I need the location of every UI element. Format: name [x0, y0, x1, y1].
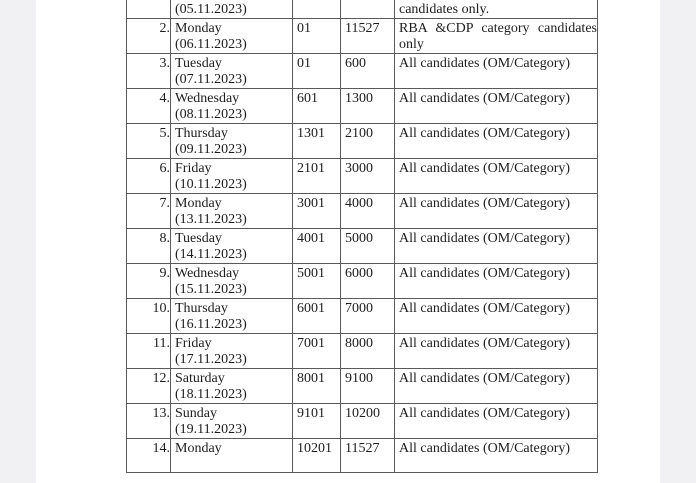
serial-number: 4.: [159, 91, 170, 106]
rank-to: 600: [345, 56, 366, 71]
remark-line-1: All candidates (OM/Category): [399, 266, 571, 281]
day-date-cell: [171, 89, 293, 124]
day-name: Wednesday: [175, 266, 240, 281]
serial-number-cell: [127, 54, 171, 89]
rank-from: 2101: [297, 161, 325, 176]
rank-to: 9100: [345, 371, 373, 386]
table-row: [127, 369, 598, 404]
rank-from: 8001: [297, 371, 325, 386]
day-date-cell: [171, 299, 293, 334]
day-date-cell: [171, 194, 293, 229]
day-date-cell: [171, 264, 293, 299]
serial-number-cell: [127, 439, 171, 473]
remarks-cell: [395, 369, 598, 404]
remarks-cell: [395, 194, 598, 229]
rank-to-cell: [341, 0, 395, 19]
serial-number: 10.: [152, 301, 170, 316]
rank-from: 5001: [297, 266, 325, 281]
rank-to-cell: [341, 19, 395, 54]
remarks-cell: [395, 439, 598, 473]
rank-to-cell: [341, 404, 395, 439]
rank-from: 01: [297, 56, 311, 71]
serial-number: 11.: [153, 336, 170, 351]
remarks-cell: [395, 54, 598, 89]
rank-from-cell: [293, 264, 341, 299]
date-text: (18.11.2023): [175, 387, 247, 402]
date-text: (10.11.2023): [175, 177, 247, 192]
remark-line-1: All candidates (OM/Category): [399, 371, 571, 386]
table-row: [127, 89, 598, 124]
date-text: (19.11.2023): [175, 422, 247, 437]
day-name: Wednesday: [175, 91, 240, 106]
table-row: [127, 54, 598, 89]
rank-to: 7000: [345, 301, 373, 316]
date-text: (17.11.2023): [175, 352, 247, 367]
rank-from-cell: [293, 334, 341, 369]
serial-number-cell: [127, 264, 171, 299]
remark-line-2: candidates only.: [399, 2, 490, 17]
rank-from: 7001: [297, 336, 325, 351]
day-date-cell: [171, 54, 293, 89]
rank-from: 9101: [297, 406, 325, 421]
rank-to-cell: [341, 229, 395, 264]
serial-number: 7.: [159, 196, 170, 211]
serial-number-cell: [127, 89, 171, 124]
remarks-cell: [395, 0, 598, 19]
rank-from: 601: [297, 91, 318, 106]
date-text: (09.11.2023): [175, 142, 247, 157]
serial-number-cell: [127, 369, 171, 404]
rank-from-cell: [293, 299, 341, 334]
remark-line-1: All candidates (OM/Category): [399, 56, 571, 71]
remarks-cell: [395, 89, 598, 124]
remarks-cell: [395, 404, 598, 439]
remark-line-1: RBA &CDP category candidates: [399, 21, 597, 36]
rank-to: 4000: [345, 196, 373, 211]
rank-from-cell: [293, 229, 341, 264]
remarks-cell: [395, 264, 598, 299]
day-date-cell: [171, 19, 293, 54]
rank-to: 10200: [345, 406, 380, 421]
day-name: Friday: [175, 161, 212, 176]
date-text: (16.11.2023): [175, 317, 247, 332]
rank-to-cell: [341, 369, 395, 404]
serial-number: 2.: [159, 21, 170, 36]
table-row: [127, 0, 598, 19]
table-row: [127, 194, 598, 229]
remark-line-1: All candidates (OM/Category): [399, 336, 571, 351]
serial-number-cell: [127, 159, 171, 194]
serial-number-cell: [127, 19, 171, 54]
remarks-cell: [395, 229, 598, 264]
rank-from-cell: [293, 89, 341, 124]
day-name: Monday: [175, 441, 222, 456]
rank-from: 6001: [297, 301, 325, 316]
serial-number: 3.: [159, 56, 170, 71]
rank-from-cell: [293, 54, 341, 89]
day-date-cell: [171, 334, 293, 369]
date-text: (14.11.2023): [175, 247, 247, 262]
day-date-cell: [171, 159, 293, 194]
remark-line-1: All candidates (OM/Category): [399, 126, 571, 141]
day-date-cell: [171, 404, 293, 439]
day-name: Monday: [175, 196, 222, 211]
day-name: Thursday: [175, 126, 228, 141]
remark-line-1: All candidates (OM/Category): [399, 161, 571, 176]
serial-number: 14.: [152, 441, 170, 456]
serial-number-cell: [127, 229, 171, 264]
serial-number: 6.: [159, 161, 170, 176]
rank-to-cell: [341, 194, 395, 229]
table-row: [127, 159, 598, 194]
day-date-cell: [171, 229, 293, 264]
day-date-cell: [171, 369, 293, 404]
remarks-cell: [395, 334, 598, 369]
rank-to-cell: [341, 159, 395, 194]
day-name: Thursday: [175, 301, 228, 316]
rank-to-cell: [341, 264, 395, 299]
day-date-cell: [171, 439, 293, 473]
table-row: [127, 299, 598, 334]
serial-number-cell: [127, 0, 171, 19]
rank-to-cell: [341, 439, 395, 473]
day-name: Tuesday: [175, 56, 222, 71]
serial-number: 13.: [152, 406, 170, 421]
rank-from: 1301: [297, 126, 325, 141]
rank-from-cell: [293, 439, 341, 473]
rank-to-cell: [341, 89, 395, 124]
rank-to-cell: [341, 299, 395, 334]
table-row: [127, 229, 598, 264]
date-text: (08.11.2023): [175, 107, 247, 122]
rank-to: 1300: [345, 91, 373, 106]
date-text: (13.11.2023): [175, 212, 247, 227]
rank-from-cell: [293, 0, 341, 19]
rank-to: 6000: [345, 266, 373, 281]
remark-line-1: All candidates (OM/Category): [399, 196, 571, 211]
serial-number: 5.: [159, 126, 170, 141]
remarks-cell: [395, 124, 598, 159]
date-text: (15.11.2023): [175, 282, 247, 297]
day-name: Sunday: [175, 406, 217, 421]
serial-number: 8.: [159, 231, 170, 246]
date-text: (05.11.2023): [175, 2, 247, 17]
rank-to: 3000: [345, 161, 373, 176]
remark-line-1: All candidates (OM/Category): [399, 91, 571, 106]
remarks-cell: [395, 299, 598, 334]
counselling-schedule-table: [126, 0, 598, 473]
rank-to: 5000: [345, 231, 373, 246]
date-text: (06.11.2023): [175, 37, 247, 52]
rank-from-cell: [293, 369, 341, 404]
table-row: [127, 439, 598, 473]
rank-to-cell: [341, 124, 395, 159]
table-body: [127, 0, 598, 473]
serial-number-cell: [127, 334, 171, 369]
table-row: [127, 334, 598, 369]
day-name: Monday: [175, 21, 222, 36]
date-text: (07.11.2023): [175, 72, 247, 87]
remark-line-1: All candidates (OM/Category): [399, 231, 571, 246]
document-page: [36, 0, 660, 483]
rank-from: 01: [297, 21, 311, 36]
remarks-cell: [395, 159, 598, 194]
day-name: Tuesday: [175, 231, 222, 246]
day-name: Saturday: [175, 371, 225, 386]
day-date-cell: [171, 0, 293, 19]
rank-from: 3001: [297, 196, 325, 211]
day-date-cell: [171, 124, 293, 159]
rank-from: 10201: [297, 441, 332, 456]
rank-from-cell: [293, 124, 341, 159]
remarks-cell: [395, 19, 598, 54]
rank-to-cell: [341, 54, 395, 89]
serial-number: 9.: [159, 266, 170, 281]
rank-from-cell: [293, 194, 341, 229]
remark-line-1: All candidates (OM/Category): [399, 406, 571, 421]
rank-to: 11527: [345, 441, 380, 456]
remark-line-2: only: [399, 37, 424, 52]
serial-number-cell: [127, 194, 171, 229]
rank-to: 2100: [345, 126, 373, 141]
rank-to: 11527: [345, 21, 380, 36]
rank-to-cell: [341, 334, 395, 369]
table-row: [127, 404, 598, 439]
serial-number-cell: [127, 404, 171, 439]
table-row: [127, 124, 598, 159]
rank-from-cell: [293, 159, 341, 194]
rank-from-cell: [293, 404, 341, 439]
rank-from: 4001: [297, 231, 325, 246]
table-row: [127, 19, 598, 54]
table-row: [127, 264, 598, 299]
remark-line-1: All candidates (OM/Category): [399, 441, 571, 456]
remark-line-1: All candidates (OM/Category): [399, 301, 571, 316]
day-name: Friday: [175, 336, 212, 351]
serial-number-cell: [127, 299, 171, 334]
rank-to: 8000: [345, 336, 373, 351]
serial-number: 12.: [152, 371, 170, 386]
rank-from-cell: [293, 19, 341, 54]
serial-number-cell: [127, 124, 171, 159]
